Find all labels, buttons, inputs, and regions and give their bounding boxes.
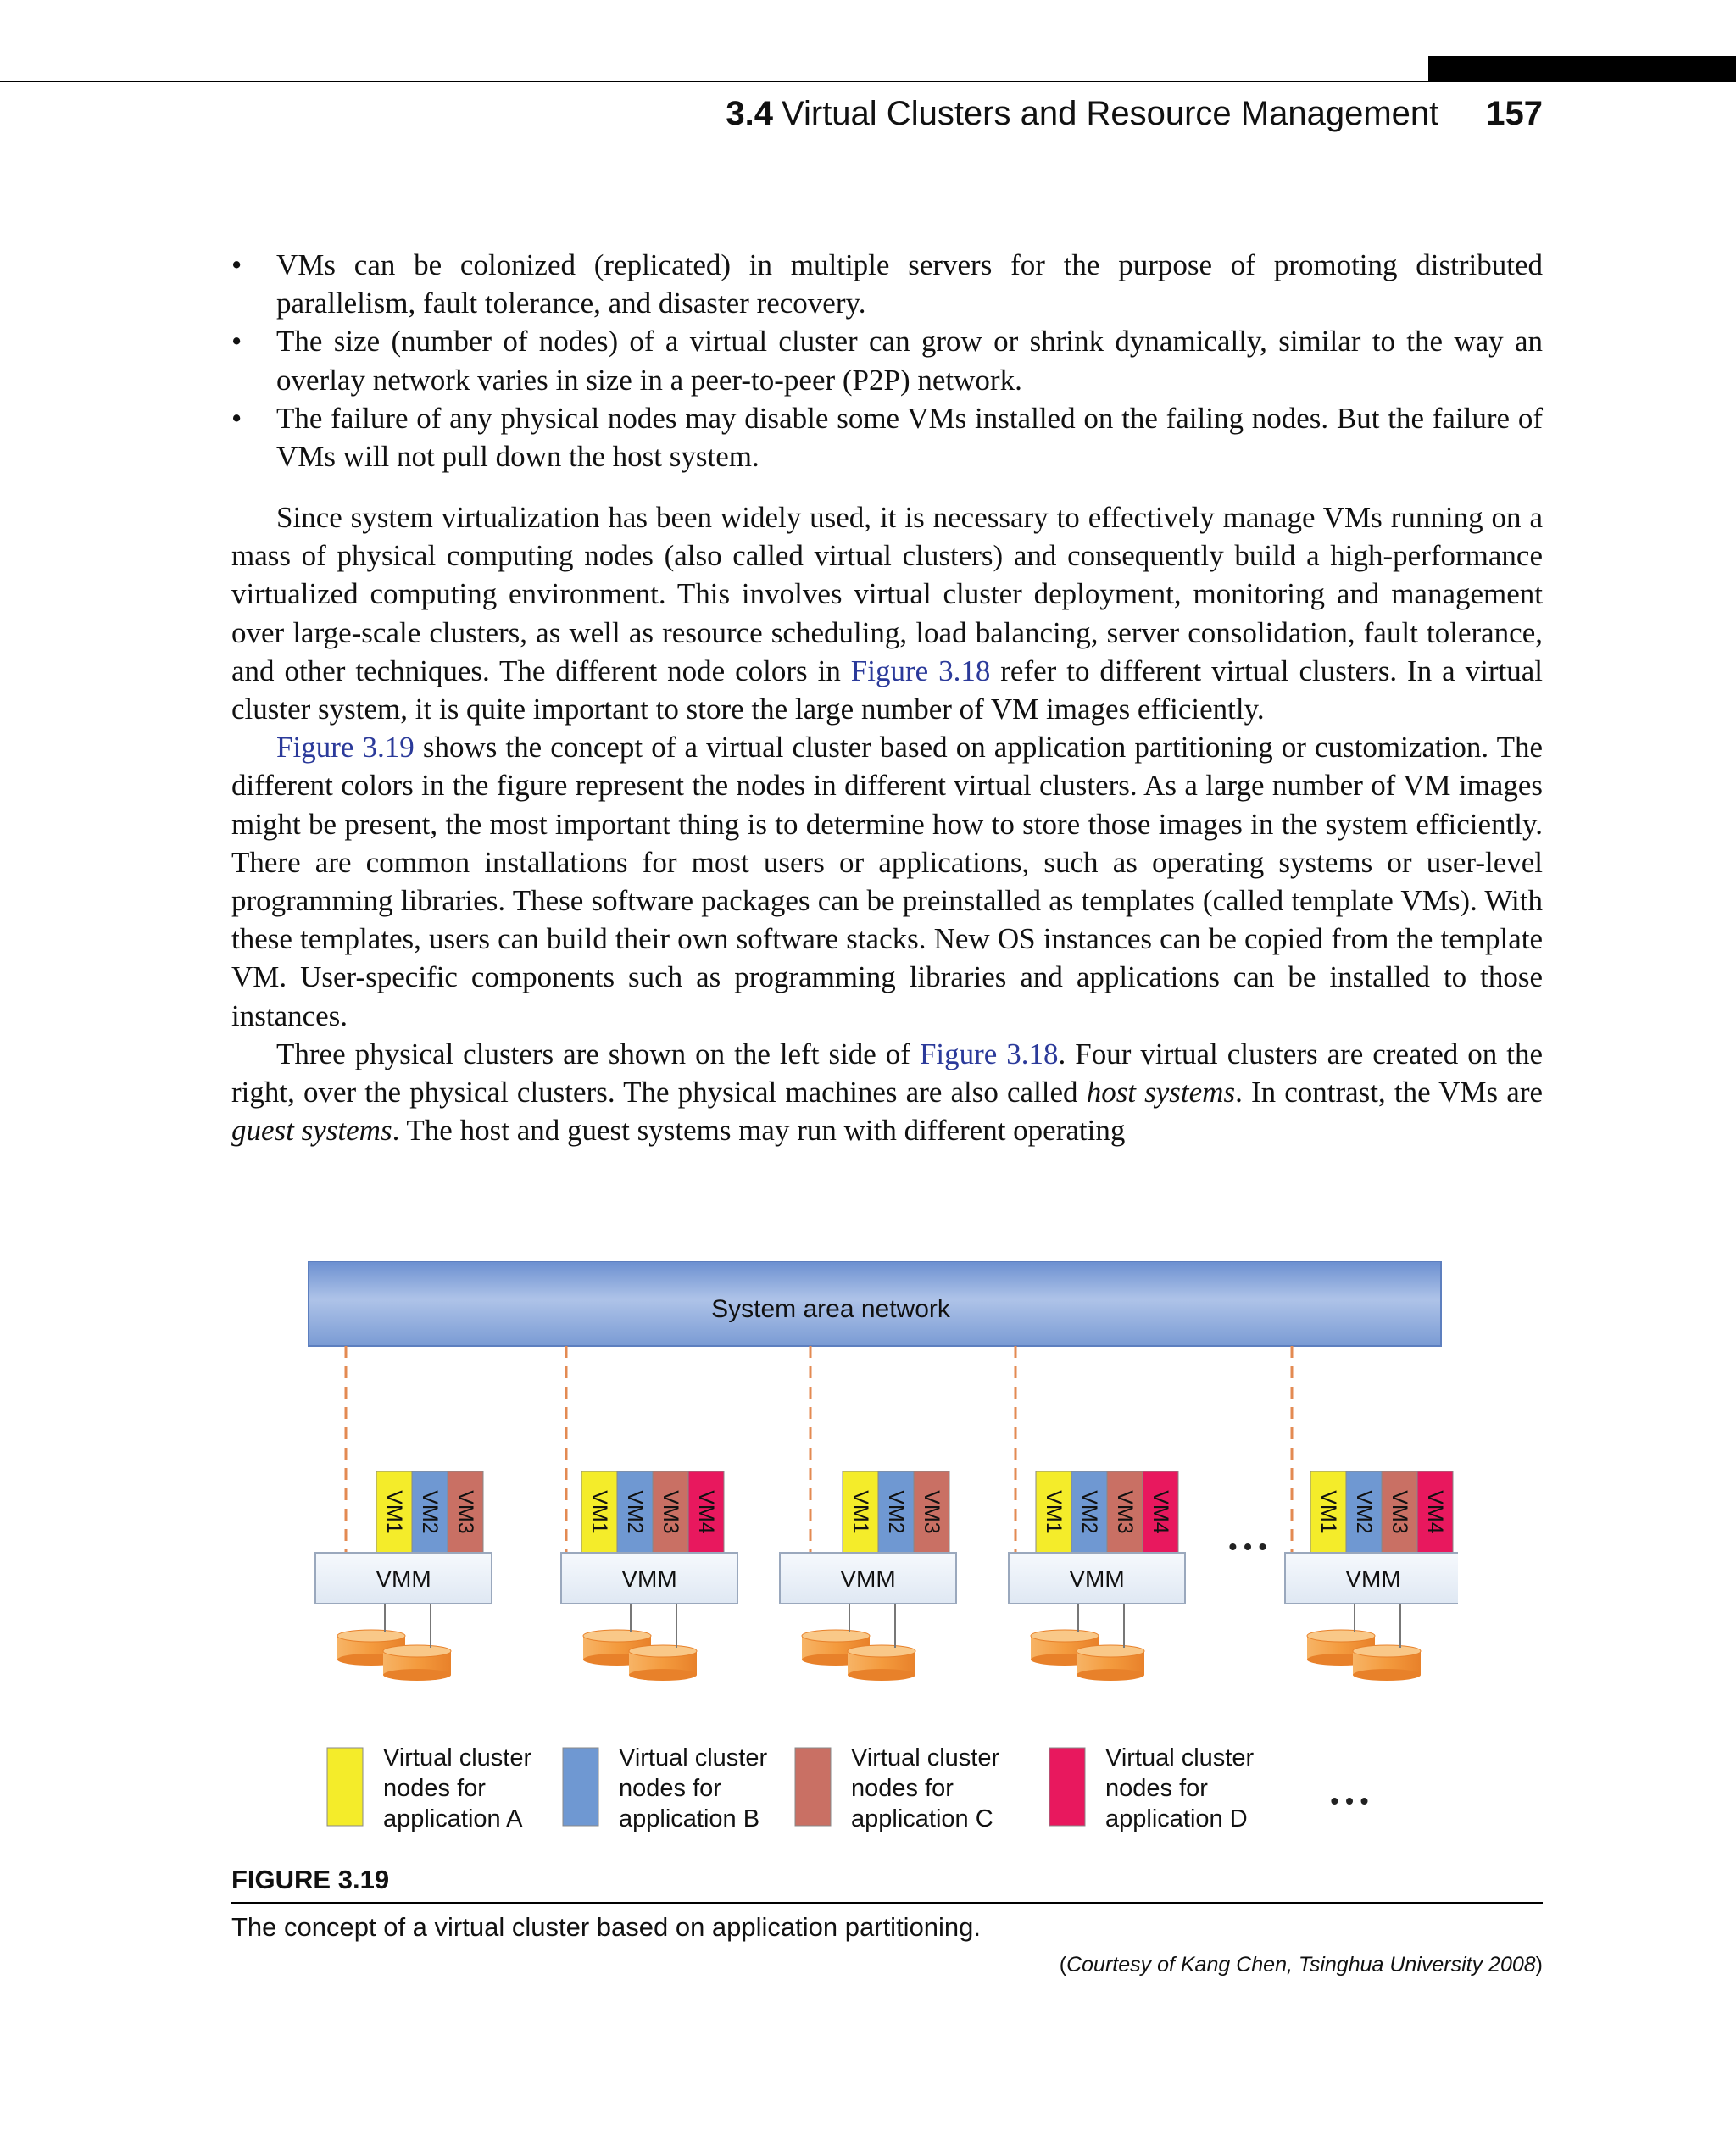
legend-swatch — [563, 1748, 598, 1826]
bullet-item: • The size (number of nodes) of a virtual cluster can grow or shrink dynamically, similar to the way an overlay network varies in size in a peer-to-peer (P2P) network. — [231, 322, 1543, 398]
vmm-label: VMM — [376, 1565, 431, 1592]
legend-label: Virtual cluster — [619, 1744, 768, 1771]
legend-label: application A — [383, 1805, 523, 1832]
vmm-label: VMM — [840, 1565, 896, 1592]
paragraph: Since system virtualization has been widely used, it is necessary to effectively manage VMs running on a mass of physical computing nodes (also called virtual clusters) and consequently build a high-performance virtualized computing environment. This involves virtual cluster deployment, monitoring and management over large-scale clusters, as well as resource scheduling, load balancing, server consolidation, fault tolerance, and other techniques. The different node colors in Figure 3.18 refer to different virtual clusters. In a virtual cluster system, it is quite important to store the large number of VM images efficiently. — [231, 501, 1543, 726]
vm-label: VM1 — [1042, 1490, 1066, 1534]
vm-label: VM4 — [694, 1490, 718, 1534]
legend-label: Virtual cluster — [851, 1744, 1000, 1771]
legend-swatch — [327, 1748, 363, 1826]
page-number: 157 — [1486, 95, 1543, 132]
section-number: 3.4 — [726, 95, 774, 132]
disk-icon — [383, 1645, 451, 1681]
legend-label: application D — [1105, 1805, 1248, 1832]
figure-link[interactable]: Figure 3.19 — [276, 731, 415, 765]
legend-swatch — [795, 1748, 831, 1826]
disk-icon — [1353, 1645, 1421, 1681]
vmm-label: VMM — [621, 1565, 677, 1592]
vm-label: VM2 — [623, 1490, 647, 1534]
vm-label: VM1 — [1316, 1490, 1340, 1534]
vm-label: VM4 — [1423, 1490, 1447, 1534]
legend-label: application B — [619, 1805, 760, 1832]
bullet-item: • The failure of any physical nodes may disable some VMs installed on the failing nodes. But the failure of VMs will not pull down the host system. — [231, 399, 1543, 475]
running-header — [726, 95, 1543, 133]
figure-link[interactable]: Figure 3.18 — [919, 1037, 1059, 1070]
vm-label: VM3 — [1388, 1490, 1411, 1534]
paragraph: Figure 3.19 shows the concept of a virtual cluster based on application partitioning or customization. The different colors in the figure represent the nodes in different virtual clusters. As a large number of VM images might be present, the most important thing is to determine how to store those images in the system efficiently. There are common installations for most users or applications, such as operating systems or user-level programming libraries. These software packages can be preinstalled as templates (called template VMs). With these templates, users can build their own software stacks. New OS instances can be copied from the template VM. User-specific components such as programming libraries and applications can be installed to those instances. — [231, 731, 1544, 1032]
bullet-list — [231, 246, 1543, 475]
physical-node — [1009, 1346, 1185, 1681]
legend-label: Virtual cluster — [1105, 1744, 1255, 1771]
vm-label: VM1 — [849, 1490, 872, 1534]
network-label: System area network — [711, 1295, 950, 1323]
figure-label: FIGURE 3.19 — [231, 1865, 390, 1894]
legend-ellipsis: • • • — [1330, 1788, 1369, 1814]
bullet-item: • VMs can be colonized (replicated) in multiple servers for the purpose of promoting distributed parallelism, fault tolerance, and disaster recovery. — [231, 246, 1543, 322]
disk-icon — [629, 1645, 697, 1681]
vm-label: VM3 — [1113, 1490, 1137, 1534]
vm-label: VM3 — [453, 1490, 477, 1534]
vm-label: VM2 — [1077, 1490, 1101, 1534]
disk-icon — [848, 1645, 915, 1681]
figure-caption: The concept of a virtual cluster based on application partitioning. — [231, 1912, 982, 1942]
vm-label: VM1 — [382, 1490, 406, 1534]
legend-label: Virtual cluster — [383, 1744, 532, 1771]
figure-credit: (Courtesy of Kang Chen, Tsinghua University 2008) — [1059, 1953, 1543, 1977]
physical-node — [561, 1346, 737, 1681]
body-paragraphs — [231, 498, 1543, 1149]
vmm-label: VMM — [1069, 1565, 1125, 1592]
legend-item — [795, 1744, 999, 1832]
legend-label: nodes for — [1105, 1775, 1208, 1802]
legend-swatch — [1049, 1748, 1085, 1826]
legend-item — [563, 1744, 767, 1832]
disk-icon — [1077, 1645, 1144, 1681]
figure-link[interactable]: Figure 3.18 — [850, 653, 991, 687]
vm-label: VM4 — [1149, 1490, 1172, 1534]
figure-rule — [231, 1902, 1543, 1904]
vm-label: VM2 — [884, 1490, 908, 1534]
legend-item — [1049, 1744, 1254, 1832]
vmm-label: VMM — [1345, 1565, 1401, 1592]
legend-label: nodes for — [851, 1775, 954, 1802]
vm-label: VM2 — [1352, 1490, 1376, 1534]
vm-label: VM3 — [920, 1490, 943, 1534]
virtual-cluster-diagram — [305, 1261, 1458, 1871]
legend-label: nodes for — [619, 1775, 721, 1802]
paragraph: Three physical clusters are shown on the left side of Figure 3.18. Four virtual clusters are created on the right, over the physical clusters. The physical machines are also called host systems. In contrast, the VMs are guest systems. The host and guest systems may run with different operating — [231, 1037, 1544, 1148]
legend-label: application C — [851, 1805, 993, 1832]
section-title: Virtual Clusters and Resource Management — [782, 95, 1439, 132]
vm-label: VM1 — [587, 1490, 611, 1534]
more-nodes-ellipsis: • • • — [1228, 1533, 1267, 1560]
legend-label: nodes for — [383, 1775, 486, 1802]
physical-node — [780, 1346, 956, 1681]
legend-item — [327, 1744, 531, 1832]
header-tab-bar — [1428, 56, 1736, 82]
vm-label: VM3 — [659, 1490, 682, 1534]
vm-label: VM2 — [418, 1490, 442, 1534]
physical-node — [315, 1346, 492, 1681]
physical-node — [1285, 1346, 1458, 1681]
